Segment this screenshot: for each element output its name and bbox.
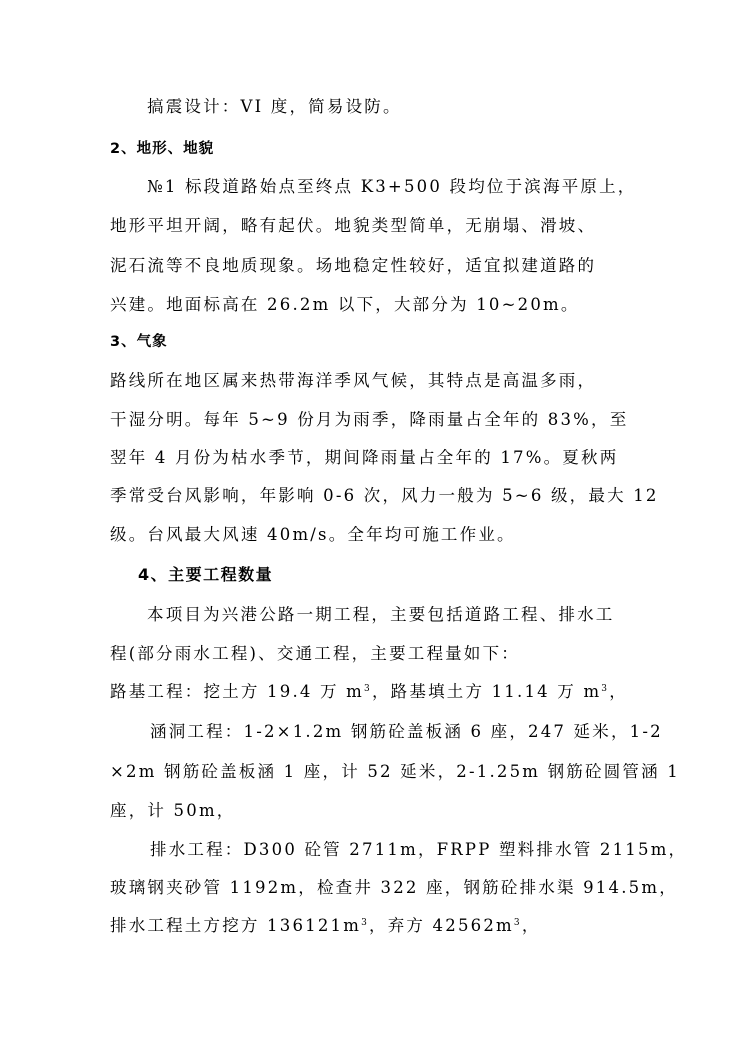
seismic-design-line: 搞震设计：VI 度，简易设防。 xyxy=(147,97,402,116)
drainage-text-1: 排水工程土方挖方 136121m xyxy=(110,916,362,935)
terrain-paragraph-line: 泥石流等不良地质现象。场地稳定性较好，适宜拟建道路的 xyxy=(110,256,597,275)
climate-paragraph-line: 季常受台风影响，年影响 0-6 次，风力一般为 5~6 级，最大 12 xyxy=(110,486,659,505)
section-heading-climate: 3、气象 xyxy=(110,334,168,350)
climate-paragraph-line: 干湿分明。每年 5~9 份月为雨季，降雨量占全年的 83%，至 xyxy=(110,410,629,429)
roadbed-text-1: 路基工程：挖土方 19.4 万 m xyxy=(110,682,365,701)
terrain-paragraph-line: 兴建。地面标高在 26.2m 以下，大部分为 10~20m。 xyxy=(110,295,580,314)
project-intro-line: 本项目为兴港公路一期工程，主要包括道路工程、排水工 xyxy=(147,605,615,624)
climate-paragraph-line: 路线所在地区属来热带海洋季风气候，其特点是高温多雨， xyxy=(110,371,597,390)
culvert-paragraph-line: 涵洞工程：1-2×1.2m 钢筋砼盖板涵 6 座，247 延米，1-2 xyxy=(150,722,663,741)
drainage-sup-1: 3 xyxy=(361,918,370,928)
drainage-sup-2: 3 xyxy=(513,918,522,928)
roadbed-sup-2: 3 xyxy=(601,684,610,694)
climate-paragraph-line: 级。台风最大风速 40m/s。全年均可施工作业。 xyxy=(110,525,516,544)
drainage-earthwork-line xyxy=(110,915,640,937)
project-intro-line: 程(部分雨水工程)、交通工程，主要工程量如下： xyxy=(110,644,520,663)
roadbed-text-3: ， xyxy=(609,682,628,701)
roadbed-quantity-line xyxy=(110,681,640,703)
drainage-text-2: ，弃方 42562m xyxy=(369,916,514,935)
culvert-paragraph-line: 座，计 50m， xyxy=(110,801,236,820)
section-heading-quantities: 4、主要工程数量 xyxy=(138,565,274,584)
section-heading-terrain: 2、地形、地貌 xyxy=(110,141,215,157)
roadbed-text-2: ，路基填土方 11.14 万 m xyxy=(371,682,602,701)
drainage-paragraph-line: 排水工程：D300 砼管 2711m，FRPP 塑料排水管 2115m， xyxy=(150,840,688,859)
climate-paragraph-line: 翌年 4 月份为枯水季节，期间降雨量占全年的 17%。夏秋两 xyxy=(110,448,619,467)
terrain-paragraph-line: 地形平坦开阔，略有起伏。地貌类型简单，无崩塌、滑坡、 xyxy=(110,216,597,235)
drainage-paragraph-line: 玻璃钢夹砂管 1192m，检查井 322 座，钢筋砼排水渠 914.5m， xyxy=(110,878,678,897)
drainage-text-3: ， xyxy=(521,916,541,935)
roadbed-sup-1: 3 xyxy=(364,684,372,694)
terrain-paragraph-line: №1 标段道路始点至终点 K3+500 段均位于滨海平原上， xyxy=(147,177,637,196)
culvert-paragraph-line: ×2m 钢筋砼盖板涵 1 座，计 52 延米，2-1.25m 钢筋砼圆管涵 1 xyxy=(110,762,680,781)
